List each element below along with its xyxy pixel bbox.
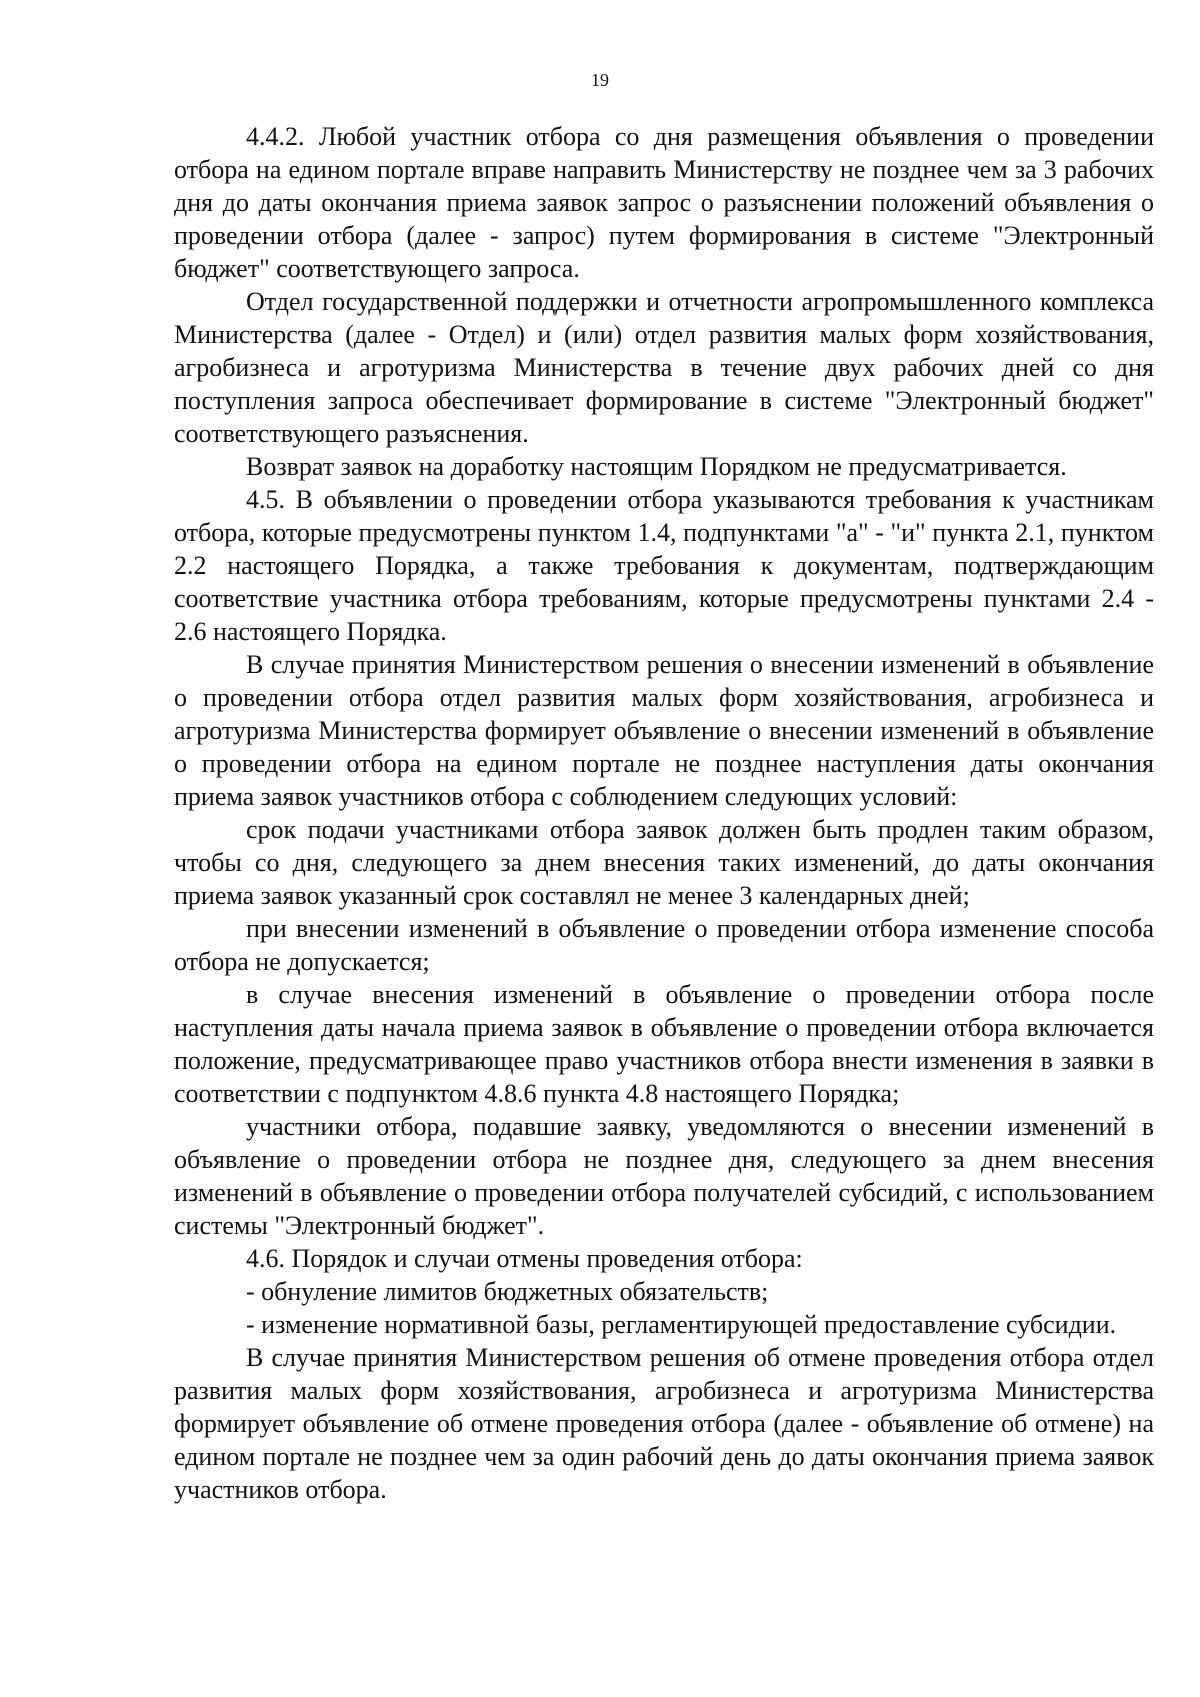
paragraph-condition-method: при внесении изменений в объявление о проведении отбора изменение способа отбора не допускается; (174, 914, 1154, 976)
list-item-limits: - обнуление лимитов бюджетных обязательств; (246, 1277, 769, 1306)
paragraph-condition-notification: участники отбора, подавшие заявку, уведомляются о внесении изменений в объявление о проведении отбора не позднее дня, следующего за днем внесения изменений в объявление о проведении отбора получателей субсидий, с использованием системы "Электронный бюджет". (174, 1112, 1154, 1240)
paragraph-department-clarification: Отдел государственной поддержки и отчетности агропромышленного комплекса Министерства (далее - Отдел) и (или) отдел развития малых форм хозяйствования, агробизнеса и агротуризма Министерства в течение двух рабочих дней со дня поступления запроса обеспечивает формирование в системе "Электронный бюджет" соответствующего разъяснения. (174, 287, 1154, 448)
paragraph-condition-amendments: в случае внесения изменений в объявление о проведении отбора после наступления даты начала приема заявок в объявление о проведении отбора включается положение, предусматривающее право участников отбора внести изменения в заявки в соответствии с подпунктом 4.8.6 пункта 4.8 настоящего Порядка; (174, 980, 1154, 1108)
paragraph-no-return: Возврат заявок на доработку настоящим Порядком не предусматривается. (246, 452, 1067, 481)
document-body (174, 120, 1154, 1506)
paragraph-condition-deadline: срок подачи участниками отбора заявок должен быть продлен таким образом, чтобы со дня, следующего за днем внесения таких изменений, до даты окончания приема заявок указанный срок составлял не менее 3 календарных дней; (174, 815, 1154, 910)
paragraph-4-4-2: 4.4.2. Любой участник отбора со дня размещения объявления о проведении отбора на едином портале вправе направить Министерству не позднее чем за 3 рабочих дня до даты окончания приема заявок запрос о разъяснении положений объявления о проведении отбора (далее - запрос) путем формирования в системе "Электронный бюджет" соответствующего запроса. (174, 122, 1154, 283)
list-item-regulations: - изменение нормативной базы, регламентирующей предоставление субсидии. (246, 1310, 1117, 1339)
page-number: 19 (591, 70, 609, 90)
paragraph-4-5: 4.5. В объявлении о проведении отбора указываются требования к участникам отбора, которые предусмотрены пунктом 1.4, подпунктами "а" - "и" пункта 2.1, пунктом 2.2 настоящего Порядка, а также требования к документам, подтверждающим соответствие участника отбора требованиям, которые предусмотрены пунктами 2.4 - 2.6 настоящего Порядка. (174, 485, 1154, 646)
paragraph-changes-announcement: В случае принятия Министерством решения о внесении изменений в объявление о проведении отбора отдел развития малых форм хозяйствования, агробизнеса и агротуризма Министерства формирует объявление о внесении изменений в объявление о проведении отбора на едином портале не позднее наступления даты окончания приема заявок участников отбора с соблюдением следующих условий: (174, 650, 1154, 811)
paragraph-4-6: 4.6. Порядок и случаи отмены проведения отбора: (246, 1244, 803, 1273)
paragraph-cancellation: В случае принятия Министерством решения об отмене проведения отбора отдел развития малых форм хозяйствования, агробизнеса и агротуризма Министерства формирует объявление об отмене проведения отбора (далее - объявление об отмене) на едином портале не позднее чем за один рабочий день до даты окончания приема заявок участников отбора. (174, 1343, 1154, 1504)
